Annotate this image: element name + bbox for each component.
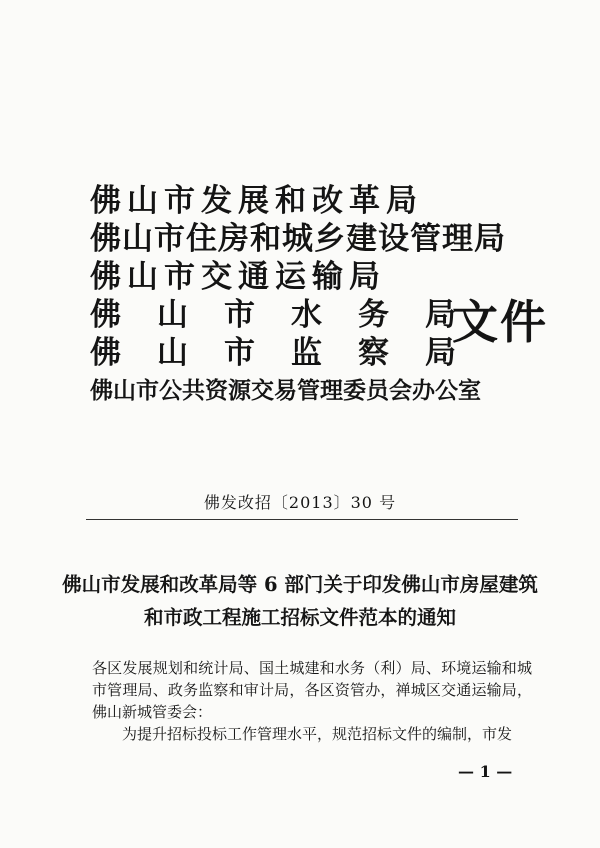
issuing-agency: 佛山市公共资源交易管理委员会办公室 <box>90 377 481 404</box>
issuing-agency: 佛山市发展和改革局 <box>90 183 423 219</box>
body-paragraph: 为提升招标投标工作管理水平，规范招标文件的编制，市发 <box>122 725 513 743</box>
addressees-paragraph: 各区发展规划和统计局、国土城建和水务（利）局、环境运输和城市管理局、政务监察和审计局，各区资管办，禅城区交通运输局，佛山新城管委会： <box>92 659 532 721</box>
document-body <box>92 657 532 745</box>
issuing-agency: 佛山市水务局 <box>90 297 492 333</box>
document-label: 文件 <box>452 295 548 349</box>
issuing-agency: 佛山市住房和城乡建设管理局 <box>90 221 506 257</box>
issuing-agency: 佛山市交通运输局 <box>90 259 386 295</box>
issuing-agency: 佛山市监察局 <box>90 335 492 371</box>
header-divider <box>86 519 518 520</box>
document-number: 佛发改招〔2013〕30 号 <box>203 493 397 512</box>
page-number: — 1 — <box>458 762 513 781</box>
document-title: 佛山市发展和改革局等 6 部门关于印发佛山市房屋建筑和市政工程施工招标文件范本的通知 <box>62 573 538 629</box>
